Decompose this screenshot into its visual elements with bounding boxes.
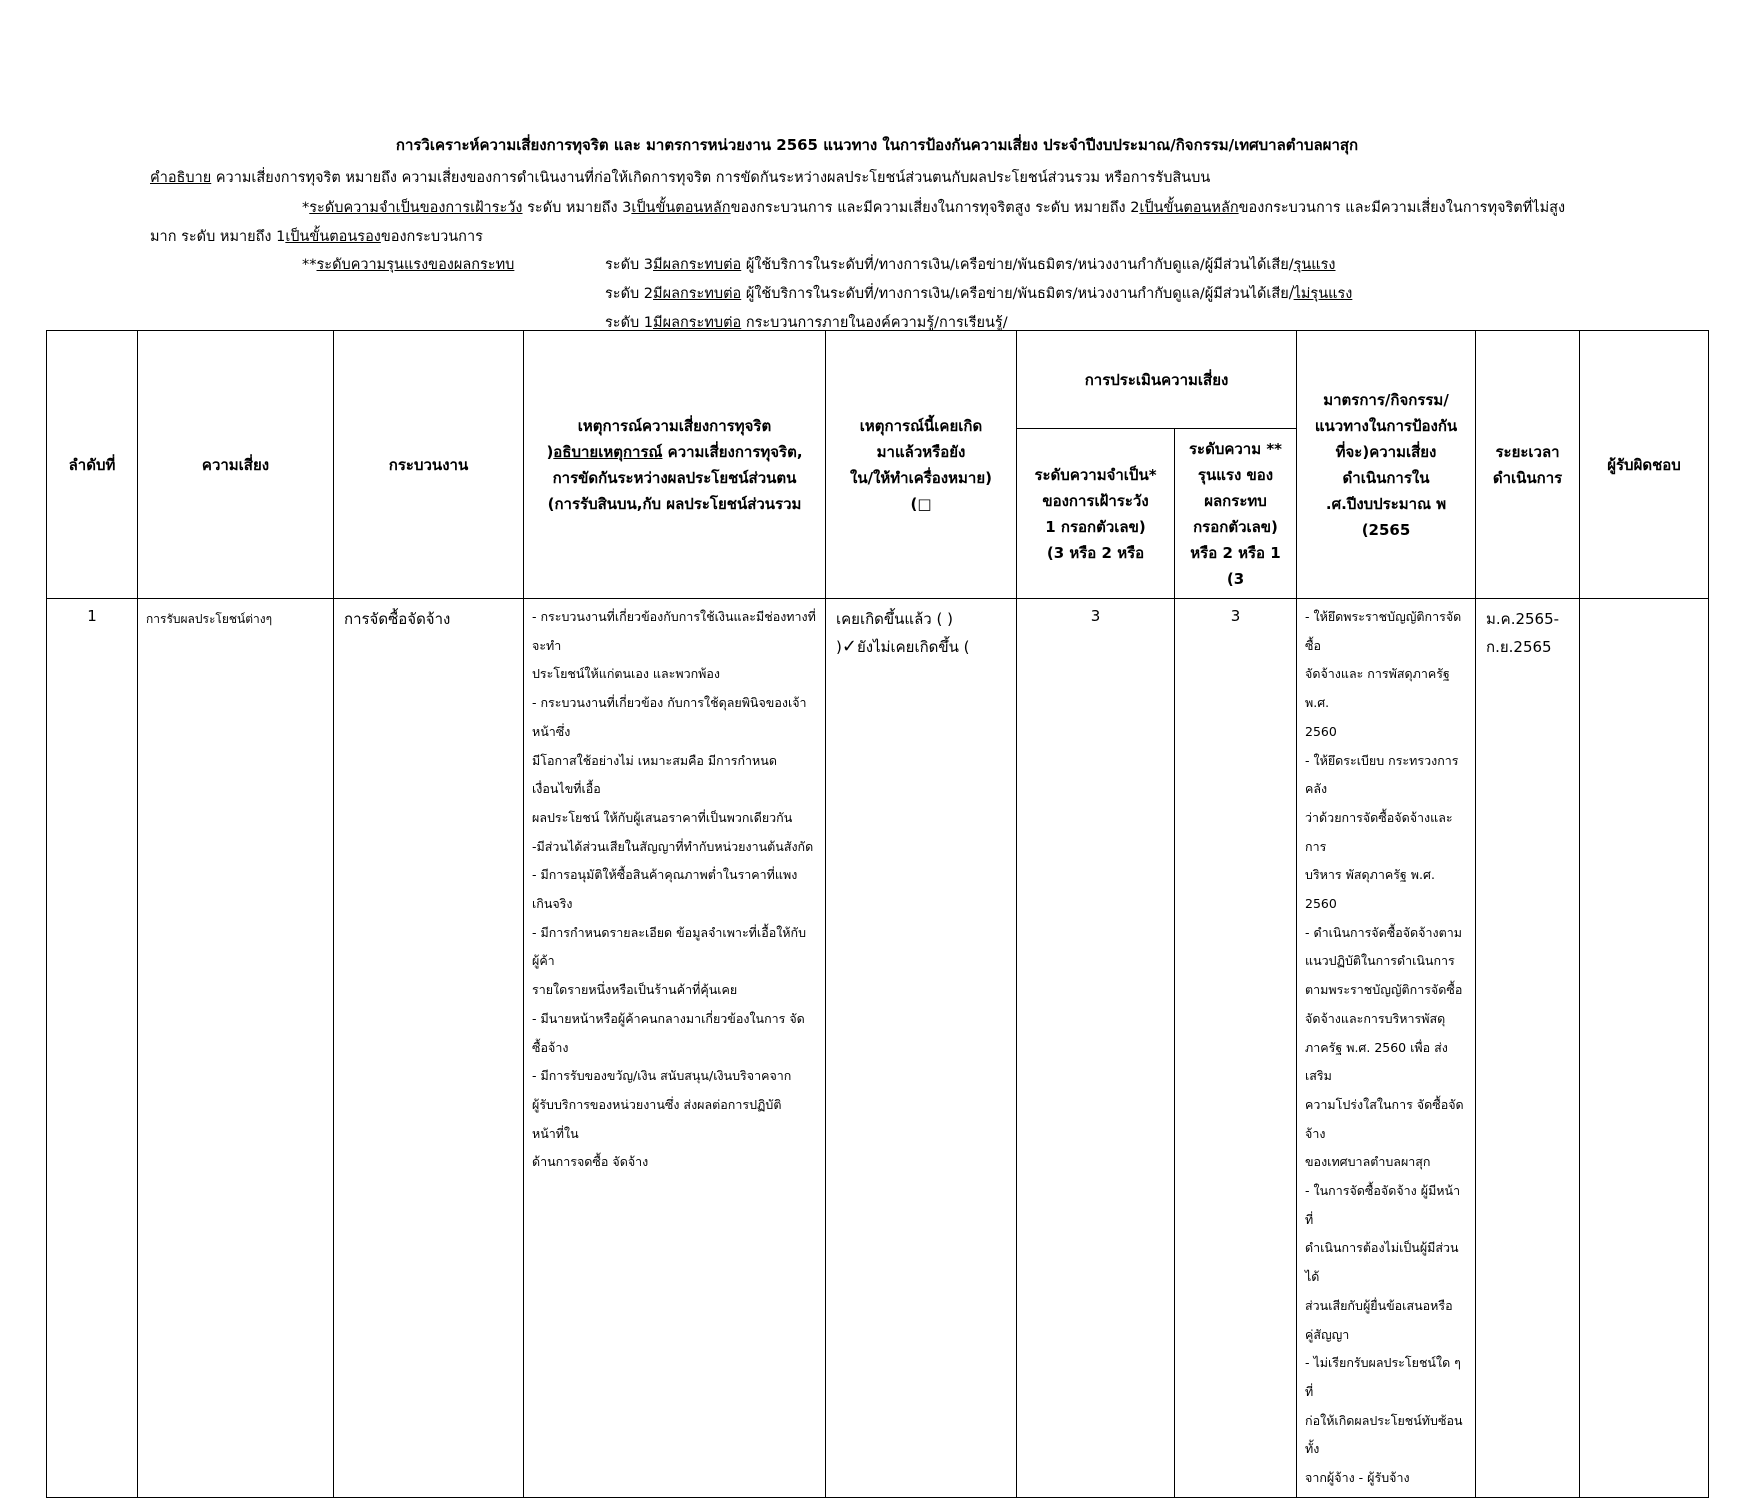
severity-label: ระดับความรุนแรงของผลกระทบ — [316, 257, 515, 273]
event-line: - กระบวนงานที่เกี่ยวข้องกับการใช้เงินและมีช่องทางที่ จะทำ — [532, 609, 816, 653]
severity-level-3-pre: ระดับ 3 — [605, 257, 654, 273]
event-line: ผลประโยชน์ ให้กับผู้เสนอราคาที่เป็นพวกเดียวกัน — [532, 809, 793, 825]
event-line: - มีการรับของขวัญ/เงิน สนับสนุน/เงินบริจาคจาก — [532, 1068, 792, 1084]
col-header-assessment: การประเมินความเสี่ยง — [1017, 331, 1297, 429]
duration-end: ก.ย.2565 — [1486, 638, 1552, 656]
severity-level-3-underlined: มีผลกระทบต่อ — [653, 257, 742, 273]
necessity-core-1: เป็นขั้นตอนหลัก — [631, 200, 731, 216]
col-header-event — [524, 331, 826, 599]
col-header-severity-l4: กรอกตัวเลข) — [1193, 517, 1278, 536]
col-header-necessity-l1: ระดับความจำเป็น* — [1034, 465, 1157, 484]
row-occurred — [826, 599, 1017, 1498]
risk-analysis-table — [46, 330, 1709, 1498]
col-header-event-l2 — [528, 439, 821, 465]
col-header-severity — [1175, 429, 1297, 599]
table-header-row-1 — [47, 331, 1709, 429]
severity-level-2 — [605, 282, 1352, 305]
necessity-definition-line-2 — [150, 225, 483, 248]
measure-line: จัดจ้างและ การพัสดุภาครัฐ พ.ศ. — [1305, 666, 1450, 711]
duration-start: ม.ค.2565- — [1486, 610, 1560, 628]
event-line: รายใดรายหนึ่งหรือเป็นร้านค้าที่คุ้นเคย — [532, 982, 738, 998]
event-line: -มีส่วนได้ส่วนเสียในสัญญาที่ทำกับหน่วยงานต้นสังกัด — [532, 838, 814, 854]
checkmark-icon: ✓ — [841, 636, 857, 657]
necessity-definition-line — [302, 196, 1565, 219]
necessity-text-3: ของกระบวนการ และมีความเสี่ยงในการทุจริตที่ไม่สูง — [1238, 200, 1566, 216]
measure-line: 2560 — [1305, 723, 1337, 739]
severity-level-3 — [605, 253, 1336, 276]
measure-line: ของเทศบาลตำบลผาสุก — [1305, 1154, 1431, 1170]
row-necessity-level: 3 — [1017, 599, 1175, 1498]
col-header-event-l1: เหตุการณ์ความเสี่ยงการทุจริต — [577, 416, 772, 435]
event-line: - มีการอนุมัติให้ซื้อสินค้าคุณภาพต่ำในราคาที่แพงเกินจริง — [532, 867, 798, 912]
measure-line: ความโปร่งใสในการ จัดซื้อจัดจ้าง — [1305, 1096, 1464, 1141]
col-header-occurred-l2: มาแล้วหรือยัง — [876, 442, 966, 461]
measure-line: - ในการจัดซื้อจัดจ้าง ผู้มีหน้าที่ — [1305, 1183, 1461, 1227]
row-no: 1 — [47, 599, 138, 1498]
event-line: - มีนายหน้าหรือผู้ค้าคนกลางมาเกี่ยวข้องในการ จัดซื้อจ้าง — [532, 1010, 805, 1055]
occurred-no-pre: ) — [836, 638, 842, 656]
description-text: ความเสี่ยงการทุจริต หมายถึง ความเสี่ยงของการดำเนินงานที่ก่อให้เกิดการทุจริต การขัดกันระหว่างผลประโยชน์ส่วนตนกับผลประโยชน์ส่วนรวม หรือการรับสินบน — [211, 170, 1211, 186]
col-header-severity-l2: รุนแรง ของ — [1197, 465, 1274, 484]
necessity-text-1: ระดับ หมายถึง 3 — [522, 200, 632, 216]
event-line: - กระบวนงานที่เกี่ยวข้อง กับการใช้ดุลยพินิจของเจ้า หน้าซึ่ง — [532, 695, 807, 739]
col-header-measures-l4: ดำเนินการใน — [1342, 468, 1430, 487]
col-header-occurred-l3: ใน/ให้ทำเครื่องหมาย) — [850, 468, 992, 487]
measure-line: จากผู้จ้าง - ผู้รับจ้าง — [1305, 1470, 1410, 1486]
col-header-occurred — [826, 331, 1017, 599]
row-measures — [1297, 599, 1476, 1498]
necessity-star: * — [302, 200, 310, 216]
severity-level-1-text: กระบวนการภายในองค์ความรู้/การเรียนรู้/ — [741, 315, 1008, 331]
necessity-line2-underlined: เป็นขั้นตอนรอง — [285, 229, 381, 245]
col-header-measures-l6: (2565 — [1361, 520, 1411, 539]
necessity-line2-post: ของกระบวนการ — [380, 229, 483, 245]
event-line: มีโอกาสใช้อย่างไม่ เหมาะสมคือ มีการกำหนด เงื่อนไขที่เอื้อ — [532, 752, 777, 797]
col-header-event-l3: การขัดกันระหว่างผลประโยชน์ส่วนตน — [552, 468, 797, 487]
necessity-text-2: ของกระบวนการ และมีความเสี่ยงในการทุจริตสูง ระดับ หมายถึง 2 — [730, 200, 1140, 216]
severity-level-2-end: ไม่รุนแรง — [1293, 286, 1353, 302]
severity-level-2-pre: ระดับ 2 — [605, 286, 654, 302]
document-title: การวิเคราะห์ความเสี่ยงการทุจริต และ มาตรการหน่วยงาน 2565 แนวทาง ในการป้องกันความเสี่ยง ประจำปีงบประมาณ/กิจกรรม/เทศบาลตำบลผาสุก — [395, 136, 1359, 154]
measure-line: ส่วนเสียกับผู้ยื่นข้อเสนอหรือ — [1305, 1297, 1453, 1313]
event-line: ผู้รับบริการของหน่วยงานซึ่ง ส่งผลต่อการปฏิบัติ หน้าที่ใน — [532, 1096, 782, 1141]
event-line: ด้านการจดซื้อ จัดจ้าง — [532, 1154, 649, 1170]
severity-label-line — [302, 253, 514, 276]
col-header-duration-l2: ดำเนินการ — [1492, 468, 1563, 487]
severity-level-3-end: รุนแรง — [1293, 257, 1336, 273]
measure-line: ตามพระราชบัญญัติการจัดซื้อ — [1305, 982, 1463, 998]
row-severity-level: 3 — [1175, 599, 1297, 1498]
col-header-measures-l5: .ศ.ปีงบประมาณ พ — [1325, 494, 1447, 513]
col-header-event-l2-underlined: อธิบายเหตุการณ์ — [553, 442, 663, 461]
col-header-severity-l3: ผลกระทบ — [1204, 491, 1267, 510]
severity-level-1-pre: ระดับ 1 — [605, 315, 654, 331]
measure-line: แนวปฏิบัติในการดำเนินการ — [1305, 953, 1455, 969]
measure-line: บริหาร พัสดุภาครัฐ พ.ศ. — [1305, 867, 1435, 883]
measure-line: ว่าด้วยการจัดซื้อจัดจ้างและการ — [1305, 809, 1453, 854]
col-header-occurred-l4: (□ — [910, 494, 932, 513]
occurred-no-label: ยังไม่เคยเกิดขึ้น ( — [856, 638, 970, 656]
col-header-event-l2-pre: ) — [546, 442, 554, 461]
measure-line: - ให้ยึดระเบียบ กระทรวงการคลัง — [1305, 752, 1459, 797]
col-header-duration-l1: ระยะเวลา — [1495, 442, 1560, 461]
measure-line: คู่สัญญา — [1305, 1326, 1350, 1342]
row-responsible — [1580, 599, 1709, 1498]
col-header-necessity-l2: ของการเฝ้าระวัง — [1042, 491, 1149, 510]
severity-level-2-underlined: มีผลกระทบต่อ — [653, 286, 742, 302]
col-header-risk: ความเสี่ยง — [138, 331, 334, 599]
col-header-measures-l3: ที่จะ)ความเสี่ยง — [1335, 442, 1437, 461]
occurred-yes-option: เคยเกิดขึ้นแล้ว ( ) — [836, 610, 953, 628]
severity-stars: ** — [302, 257, 317, 273]
col-header-severity-l6: (3 — [1226, 569, 1245, 588]
col-header-duration — [1476, 331, 1580, 599]
measure-line: - ให้ยึดพระราชบัญญัติการจัดซื้อ — [1305, 609, 1462, 653]
col-header-measures-l1: มาตรการ/กิจกรรม/ — [1323, 390, 1449, 409]
event-line: - มีการกำหนดรายละเอียด ข้อมูลจำเพาะที่เอื้อให้กับ ผู้ค้า — [532, 924, 807, 969]
severity-level-3-text: ผู้ใช้บริการในระดับที่/ทางการเงิน/เครือข่าย/พันธมิตร/หน่วงงานกำกับดูแล/ผู้มีส่วนได้เสีย/ — [741, 257, 1294, 273]
row-process: การจัดซื้อจัดจ้าง — [334, 599, 524, 1498]
row-events — [524, 599, 826, 1498]
table-row — [47, 599, 1709, 1498]
measure-line: จัดจ้างและการบริหารพัสดุ — [1305, 1010, 1446, 1026]
description-line — [150, 166, 1210, 189]
measure-line: ก่อให้เกิดผลประโยชน์ทับซ้อน ทั้ง — [1305, 1412, 1463, 1457]
col-header-necessity — [1017, 429, 1175, 599]
measure-line: ดำเนินการต้องไม่เป็นผู้มีส่วน ได้ — [1305, 1240, 1459, 1285]
col-header-severity-l1: ระดับความ ** — [1188, 439, 1283, 458]
description-label: คำอธิบาย — [150, 170, 212, 186]
necessity-core-2: เป็นขั้นตอนหลัก — [1139, 200, 1239, 216]
measure-line: - ดำเนินการจัดซื้อจัดจ้างตาม — [1305, 924, 1462, 940]
col-header-severity-l5: หรือ 2 หรือ 1 — [1190, 543, 1281, 562]
col-header-occurred-l1: เหตุการณ์นี้เคยเกิด — [859, 416, 983, 435]
col-header-process: กระบวนงาน — [334, 331, 524, 599]
necessity-label: ระดับความจำเป็นของการเฝ้าระวัง — [309, 200, 523, 216]
col-header-event-l4: (การรับสินบน,กับ ผลประโยชน์ส่วนรวม — [547, 494, 802, 513]
occurred-no-option — [836, 633, 1006, 661]
measure-line: ภาครัฐ พ.ศ. 2560 เพื่อ ส่งเสริม — [1305, 1039, 1448, 1084]
measure-line: - ไม่เรียกรับผลประโยชน์ใด ๆ ที่ — [1305, 1355, 1461, 1399]
col-header-no: ลำดับที่ — [47, 331, 138, 599]
col-header-necessity-l4: (3 หรือ 2 หรือ — [1046, 543, 1145, 562]
row-risk: การรับผลประโยชน์ต่างๆ — [138, 599, 334, 1498]
col-header-responsible: ผู้รับผิดชอบ — [1580, 331, 1709, 599]
col-header-necessity-l3: 1 กรอกตัวเลข) — [1045, 517, 1146, 536]
col-header-measures — [1297, 331, 1476, 599]
col-header-event-l2-post: ความเสี่ยงการทุจริต, — [662, 442, 803, 461]
measure-line: 2560 — [1305, 896, 1337, 912]
event-line: ประโยชน์ให้แก่ตนเอง และพวกพ้อง — [532, 666, 721, 682]
severity-level-2-text: ผู้ใช้บริการในระดับที่/ทางการเงิน/เครือข่าย/พันธมิตร/หน่วงงานกำกับดูแล/ผู้มีส่วนได้เสีย/ — [741, 286, 1294, 302]
severity-level-1-underlined: มีผลกระทบต่อ — [653, 315, 742, 331]
col-header-measures-l2: แนวทางในการป้องกัน — [1314, 416, 1458, 435]
row-duration — [1476, 599, 1580, 1498]
necessity-line2-pre: มาก ระดับ หมายถึง 1 — [150, 229, 286, 245]
